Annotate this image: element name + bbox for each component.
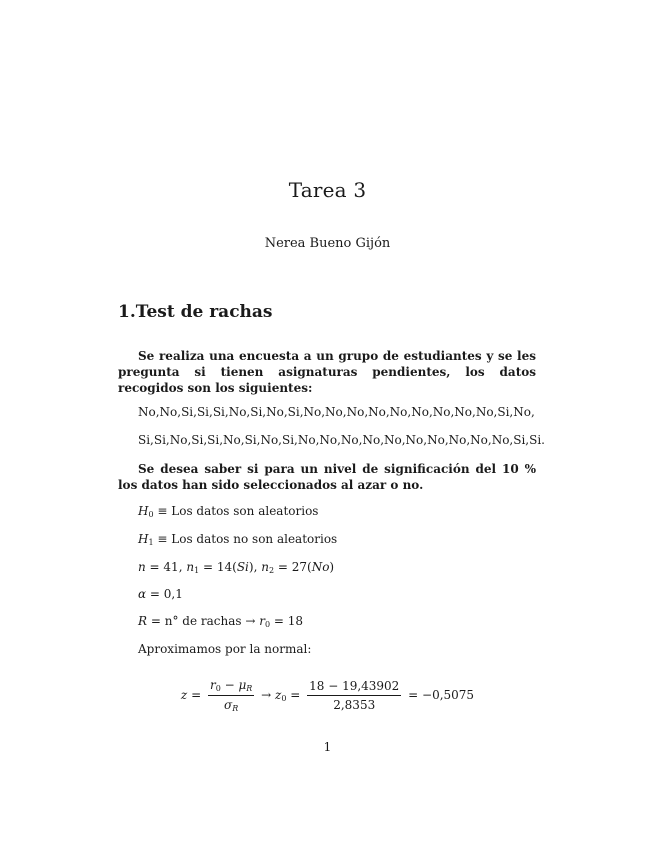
document-title: Tarea 3 <box>288 178 367 202</box>
approx-text: Aproximamos por la normal: <box>138 642 312 656</box>
data-line-1: No,No,Si,Si,Si,No,Si,No,Si,No,No,No,No,No,No,No,No,No,Si,No, <box>138 405 535 419</box>
question-paragraph: Se desea saber si para un nivel de significación del 10 % los datos han sido seleccionados al azar o no. <box>118 462 536 492</box>
hypothesis-null: $H_0$ ≡ Los datos son aleatorios <box>138 504 319 519</box>
sample-sizes: n = 41, $n_1 = 14(Si)$, $n_2 = 27(No)$ <box>138 560 335 575</box>
page-number: 1 <box>323 740 332 754</box>
data-line-2: Si,Si,No,Si,Si,No,Si,No,Si,No,No,No,No,No,No,No,No,No,No,Si,Si. <box>138 433 545 447</box>
section-title: Test de rachas <box>135 302 273 322</box>
z0-fraction: $\frac{18 - 19,43902}{2,8353}$ <box>309 679 400 712</box>
intro-paragraph: Se realiza una encuesta a un grupo de estudiantes y se les pregunta si tienen asignaturas pendientes, los datos recogidos son los siguientes: <box>118 349 536 395</box>
section-heading <box>118 302 273 322</box>
z-formula: z = $\frac{r_0 - \mu_R}{\sigma_R}$ → $z_0$ = $\frac{18 - 19,43902}{2,8353}$ = −0,5075 <box>180 678 475 713</box>
runs-count: R = n° de rachas → $r_0 = 18$ <box>138 614 304 629</box>
alpha-value: α = 0,1 <box>138 587 183 601</box>
z-fraction: $\frac{r_0 - \mu_R}{\sigma_R}$ <box>209 678 253 713</box>
z0-result: −0,5075 <box>422 688 475 702</box>
hypothesis-alt: $H_1$ ≡ Los datos no son aleatorios <box>138 532 338 547</box>
section-number: 1. <box>118 302 136 322</box>
author-name: Nerea Bueno Gijón <box>264 236 391 251</box>
